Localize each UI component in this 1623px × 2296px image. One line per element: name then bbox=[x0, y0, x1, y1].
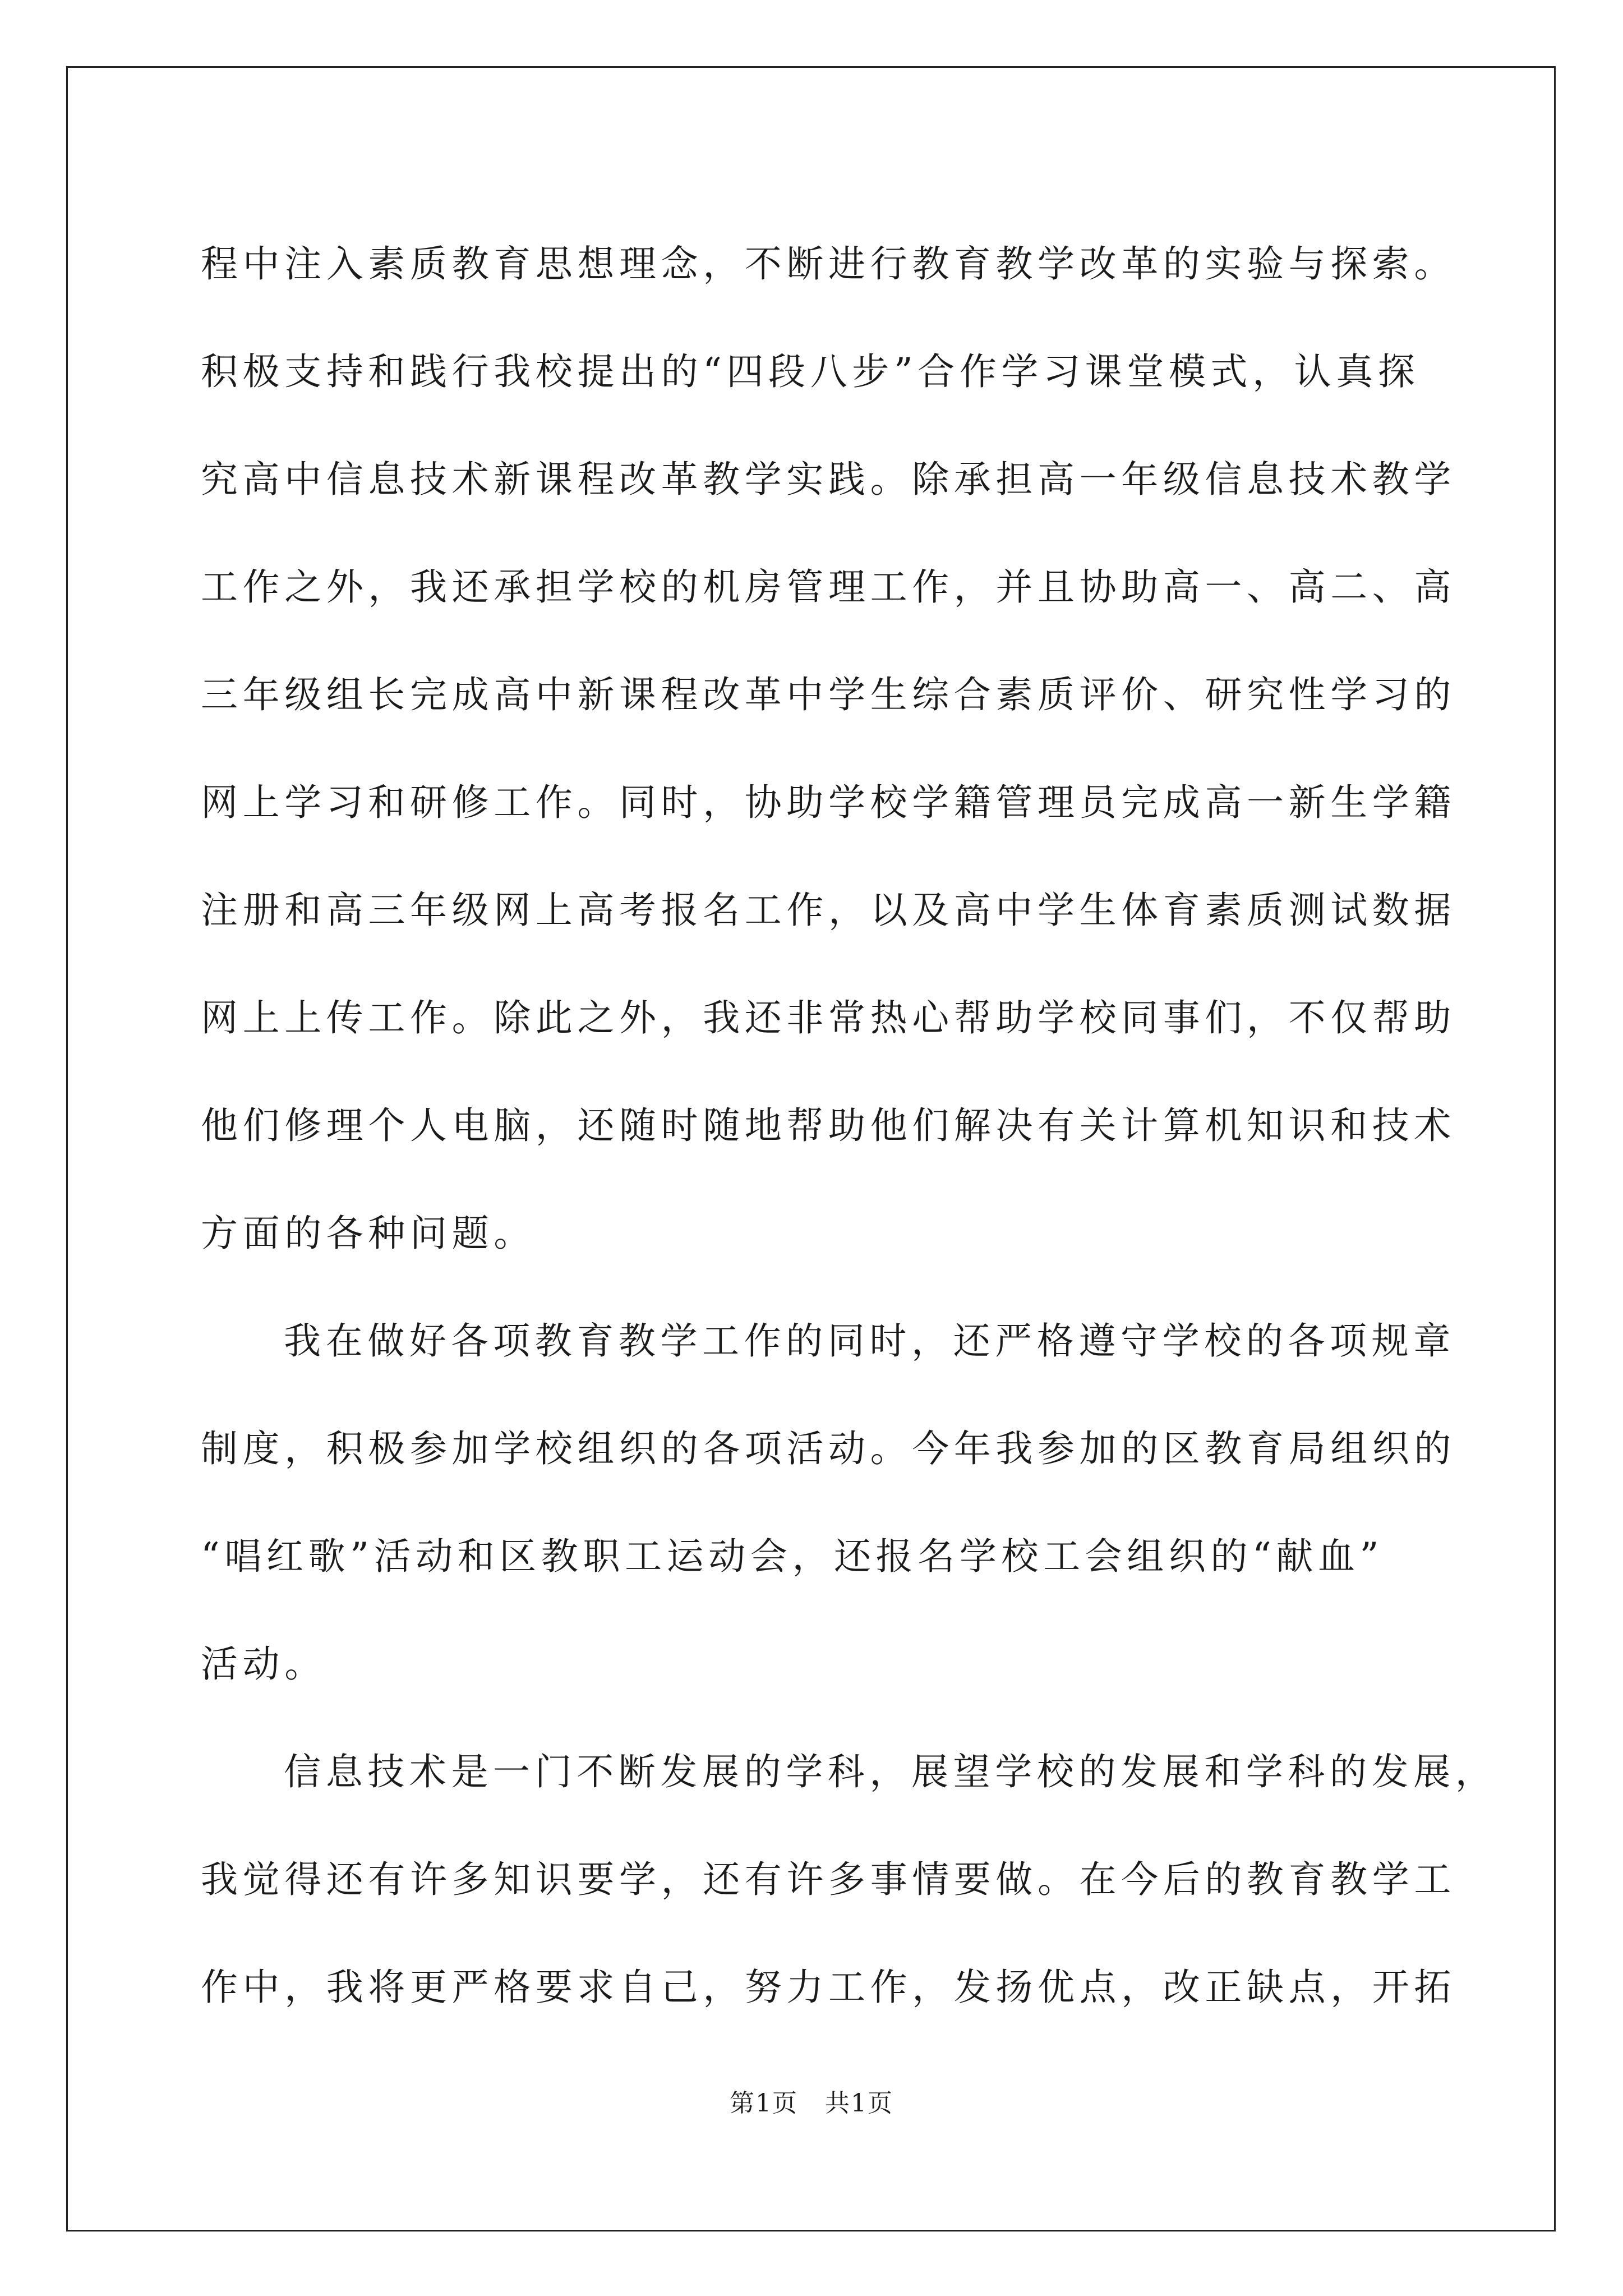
page-footer bbox=[0, 2087, 1623, 2120]
text-line: 积极支持和践行我校提出的“四段八步”合作学习课堂模式，认真探 bbox=[201, 350, 1420, 393]
text-line: 信息技术是一门不断发展的学科，展望学校的发展和学科的发展， bbox=[284, 1750, 1497, 1793]
text-line: 他们修理个人电脑，还随时随地帮助他们解决有关计算机知识和技术 bbox=[201, 1104, 1456, 1147]
text-line: 注册和高三年级网上高考报名工作，以及高中学生体育素质测试数据 bbox=[201, 889, 1456, 932]
text-line: 三年级组长完成高中新课程改革中学生综合素质评价、研究性学习的 bbox=[201, 673, 1456, 716]
page-number-total: 共1页 bbox=[825, 2089, 893, 2118]
text-line: 网上学习和研修工作。同时，协助学校学籍管理员完成高一新生学籍 bbox=[201, 781, 1456, 824]
page-number-current: 第1页 bbox=[730, 2089, 798, 2118]
text-line: 制度，积极参加学校组织的各项活动。今年我参加的区教育局组织的 bbox=[201, 1427, 1456, 1470]
text-line: 工作之外，我还承担学校的机房管理工作，并且协助高一、高二、高 bbox=[201, 565, 1456, 609]
text-line: 方面的各种问题。 bbox=[201, 1212, 536, 1255]
text-line: 程中注入素质教育思想理念，不断进行教育教学改革的实验与探索。 bbox=[201, 242, 1456, 286]
text-line: 网上上传工作。除此之外，我还非常热心帮助学校同事们，不仅帮助 bbox=[201, 996, 1456, 1039]
paragraph-3 bbox=[201, 1718, 1497, 2041]
text-line: 究高中信息技术新课程改革教学实践。除承担高一年级信息技术教学 bbox=[201, 458, 1456, 501]
document-body bbox=[201, 210, 1497, 2041]
text-line: 我在做好各项教育教学工作的同时，还严格遵守学校的各项规章 bbox=[284, 1319, 1455, 1363]
text-line: “唱红歌”活动和区教职工运动会，还报名学校工会组织的“献血” bbox=[201, 1535, 1384, 1578]
paragraph-1 bbox=[201, 210, 1456, 1287]
paragraph-2 bbox=[201, 1287, 1456, 1718]
text-line: 作中，我将更严格要求自己，努力工作，发扬优点，改正缺点，开拓 bbox=[201, 1966, 1456, 2009]
text-line: 我觉得还有许多知识要学，还有许多事情要做。在今后的教育教学工 bbox=[201, 1858, 1456, 1901]
text-line: 活动。 bbox=[201, 1642, 326, 1686]
